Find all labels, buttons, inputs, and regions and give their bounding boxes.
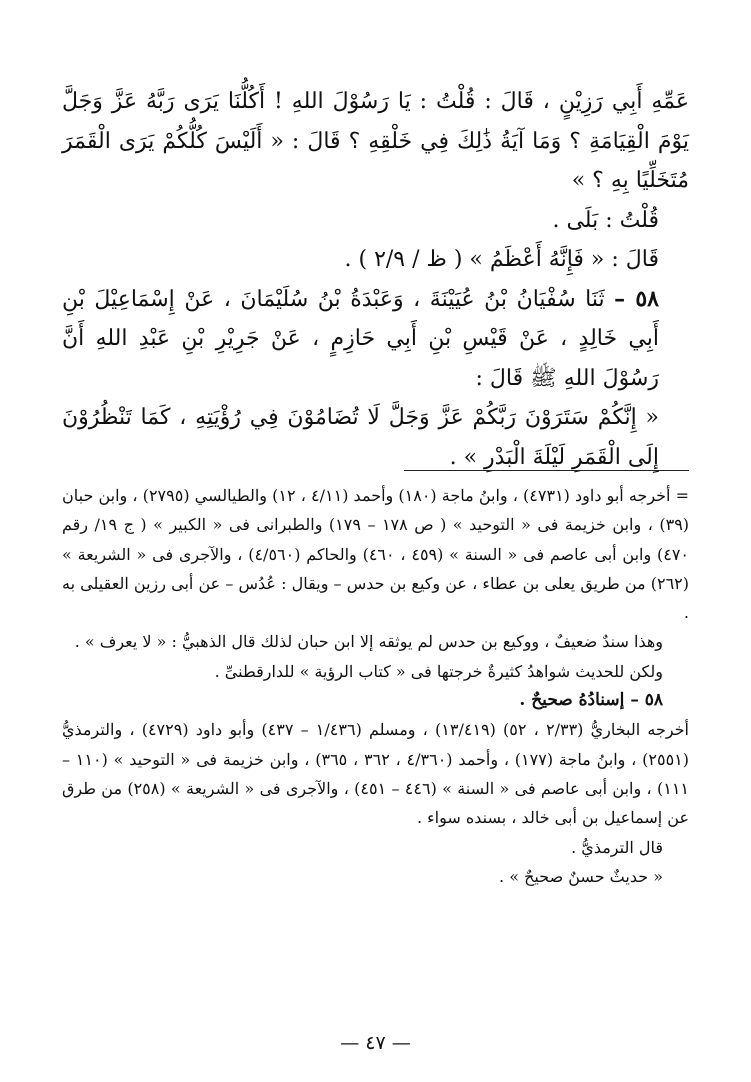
footnote-grading-1: وهذا سندٌ ضعيفٌ ، ووكيع بن حدس لم يوثقه إلا ابن حبان لذلك قال الذهبيُّ : « لا يعرف » . [74, 632, 663, 652]
saying-line: قَالَ : « فَإِنَّهُ أَعْظَمُ » ( ظ / ٢/٩ ) . [344, 247, 659, 272]
hadith-text-continued: عَمِّهِ أَبِي رَزِيْنٍ ، قَالَ : قُلْتُ : يَا رَسُوْلَ اللهِ ! أَكُلُّنَا يَرَى رَبَّهُ عَزَّ وَجَلَّ يَوْمَ الْقِيَامَةِ ؟ وَمَا آيَةُ ذَٰلِكَ فِي خَلْقِهِ ؟ قَالَ : « أَلَيْسَ كُلُّكُمْ يَرَى الْقَمَرَ مُتَخَلِّيًا بِهِ ؟ » [62, 89, 689, 193]
reply-line: قُلْتُ : بَلَى . [552, 207, 659, 233]
page-number: — ٤٧ — [340, 1032, 411, 1054]
footnote-grading-58: « حديثٌ حسنٌ صحيحٌ » . [499, 866, 663, 886]
footnote-shawahid: ولكن للحديث شواهدُ كثيرةٌ خرجتها فى « كتاب الرؤية » للدارقطنىِّ . [214, 661, 663, 681]
footnote-separator [404, 470, 689, 471]
hadith-chain-text: ثَنَا سُفْيَانُ بْنُ عُيَيْنَةَ ، وَعَبْدَةُ بْنُ سُلَيْمَانَ ، عَنْ إِسْمَاعِيْلَ بْنِ أَبِي خَالِدٍ ، عَنْ قَيْسِ بْنِ أَبِي حَازِمٍ ، عَنْ جَرِيْرِ بْنِ عَبْدِ اللهِ أَنَّ رَسُوْلَ اللهِ ﷺ قَالَ : [62, 286, 659, 391]
hadith-number: ٥٨ – [614, 285, 659, 312]
footnote-heading-58: ٥٨ – إسنادُهُ صحيحٌ . [519, 690, 663, 711]
hadith-58-chain [62, 280, 689, 399]
footnote-takhrij-1: = أخرجه أبو داود (٤٧٣١) ، وابنُ ماجة (١٨٠) وأحمد (٤/١١ ، ١٢) والطيالسي (٢٧٩٥) ، وابن حبان (٣٩) ، وابن خزيمة فى « التوحيد » ( ص ١٧٨ – ١٧٩) والطبرانى فى « الكبير » ( ج ١٩/ رقم ٤٧٠) وابن أبى عاصم فى « السنة » (٤٥٩ ، ٤٦٠) والحاكم (٤/٥٦٠) ، والآجرى فى « الشريعة » (٢٦٢) من طريق يعلى بن عطاء ، عن وكيع بن حدس – ويقال : عُدُس – عن أبى رزين العقيلى به . [62, 486, 690, 623]
footnote-tirmidhi: قال الترمذيُّ . [571, 837, 663, 857]
main-text [62, 82, 689, 477]
footnotes [62, 481, 689, 891]
hadith-58-text: « إِنَّكُمْ سَتَرَوْنَ رَبَّكُمْ عَزَّ وَجَلَّ لَا تُضَامُوْنَ فِي رُؤْيَتِهِ ، كَمَا تَنْظُرُوْنَ إِلَى الْقَمَرِ لَيْلَةَ الْبَدْرِ » . [62, 405, 659, 470]
footnote-takhrij-58: أخرجه البخاريُّ (٢/٣٣ ، ٥٢) (١٣/٤١٩) ، ومسلم (١/٤٣٦ – ٤٣٧) وأبو داود (٤٧٢٩) ، والترمذيُّ (٢٥٥١) ، وابنُ ماجة (١٧٧) ، وأحمد (٤/٣٦٠ ، ٣٦٢ ، ٣٦٥) ، وابن خزيمة فى « التوحيد » (١١٠ – ١١١) ، وابن أبى عاصم فى « السنة » (٤٤٦ – ٤٥١) ، والآجرى فى « الشريعة » (٢٥٨) من طرق عن إسماعيل بن أبى خالد ، بسنده سواء . [62, 720, 689, 828]
